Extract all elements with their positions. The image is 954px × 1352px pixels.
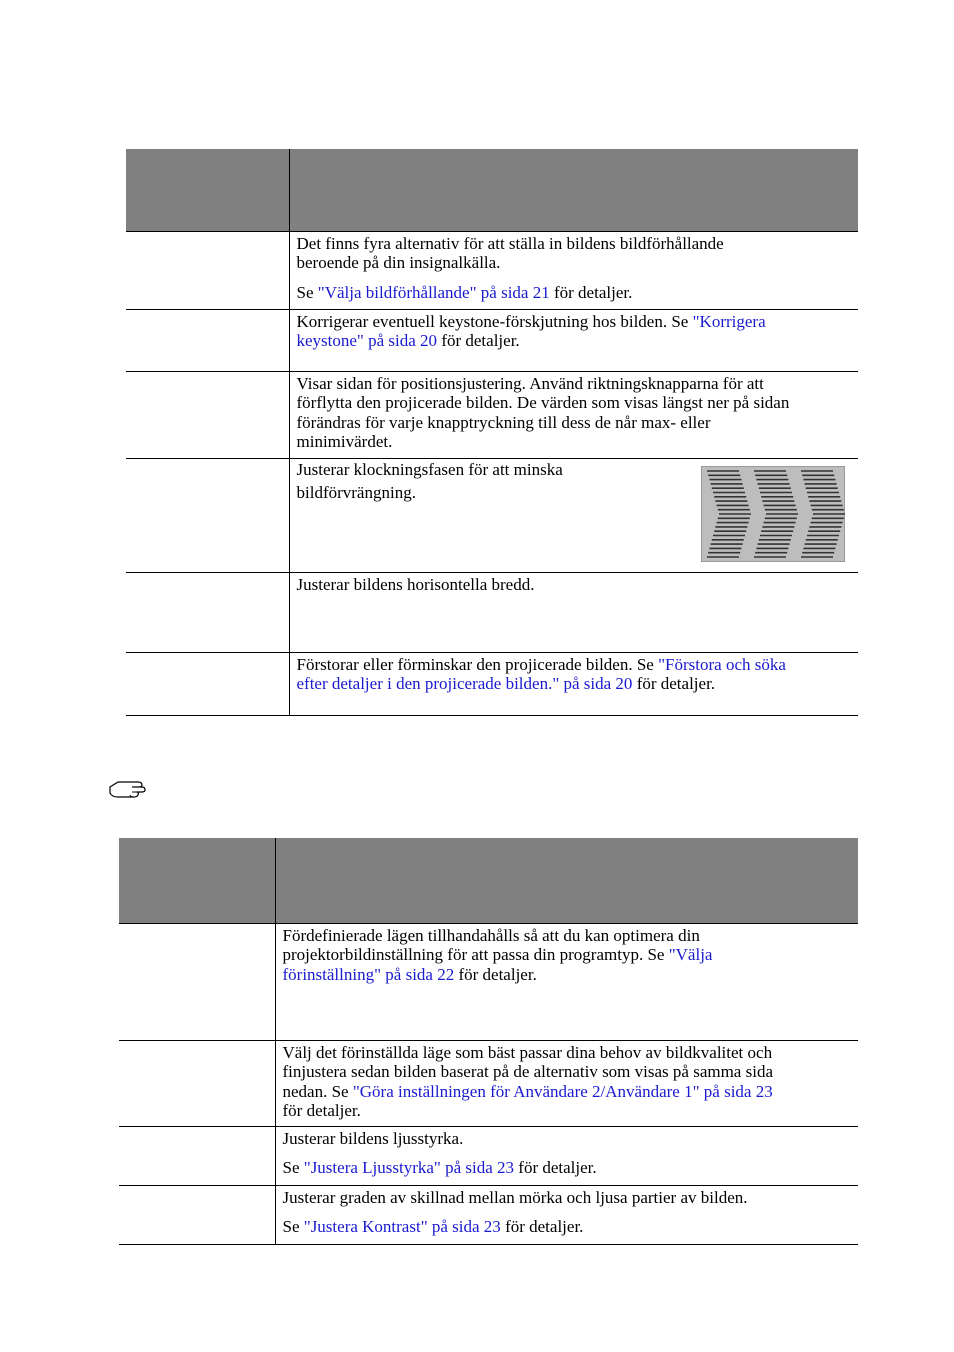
cross-reference-link[interactable]: "Justera Kontrast" på sida 23 bbox=[303, 1217, 501, 1236]
cross-reference-link[interactable]: keystone" på sida 20 bbox=[296, 331, 438, 350]
table-row bbox=[119, 1040, 858, 1126]
row-label-cell bbox=[126, 572, 289, 652]
ref-suffix: för detaljer. bbox=[632, 674, 716, 693]
ref-suffix: för detaljer. bbox=[500, 1217, 584, 1236]
ref-suffix: för detaljer. bbox=[437, 331, 520, 350]
row-label-cell bbox=[126, 231, 289, 309]
row-label-cell bbox=[126, 458, 289, 572]
table-header bbox=[126, 149, 858, 231]
settings-table-2 bbox=[119, 838, 858, 1245]
row-description-cell bbox=[289, 231, 858, 309]
clock-phase-illustration bbox=[701, 466, 845, 562]
description-line: projektorbildinställning för att passa din programtyp. Se bbox=[282, 945, 669, 964]
table-row bbox=[119, 1185, 858, 1244]
description-line: beroende på din insignalkälla. bbox=[296, 253, 501, 272]
description-line: bildförvrängning. bbox=[296, 483, 416, 502]
description-text: Justerar graden av skillnad mellan mörka och ljusa partier av bilden. bbox=[282, 1187, 748, 1207]
row-label-cell bbox=[126, 371, 289, 458]
cross-reference-link[interactable]: "Välja bbox=[668, 945, 713, 964]
cross-reference-link[interactable]: "Välja bildförhållande" på sida 21 bbox=[317, 282, 550, 302]
table-row bbox=[126, 371, 858, 458]
ref-prefix: Se bbox=[296, 282, 318, 302]
ref-suffix: för detaljer. bbox=[454, 964, 537, 984]
table-row bbox=[126, 309, 858, 371]
description-line: Visar sidan för positionsjustering. Använd riktningsknapparna för att bbox=[296, 373, 764, 393]
description-text: Justerar bildens ljusstyrka. bbox=[282, 1128, 464, 1148]
header-col-description bbox=[275, 838, 858, 923]
ref-prefix: Se bbox=[282, 1158, 304, 1177]
row-description-cell bbox=[289, 371, 858, 458]
row-description-cell bbox=[275, 1126, 858, 1185]
settings-table-1 bbox=[126, 149, 858, 716]
cross-reference-link[interactable]: efter detaljer i den projicerade bilden." på sida 20 bbox=[296, 674, 633, 693]
cross-reference-link[interactable]: "Korrigera bbox=[692, 311, 766, 331]
row-description-cell bbox=[275, 1040, 858, 1126]
cross-reference-link[interactable]: "Förstora och söka bbox=[658, 654, 786, 674]
header-col-function bbox=[126, 149, 289, 231]
ref-suffix: för detaljer. bbox=[514, 1158, 597, 1177]
header-col-function bbox=[119, 838, 275, 923]
row-label-cell bbox=[126, 309, 289, 371]
row-description-cell bbox=[275, 1185, 858, 1244]
description-line: nedan. Se bbox=[282, 1081, 353, 1101]
row-label-cell bbox=[126, 652, 289, 715]
row-description-cell bbox=[275, 923, 858, 1040]
description-line: för detaljer. bbox=[282, 1101, 361, 1120]
cross-reference-link[interactable]: "Göra inställningen för Användare 2/Användare 1" på sida 23 bbox=[352, 1081, 773, 1101]
pointing-hand-note-icon bbox=[108, 778, 148, 800]
description-text: Justerar bildens horisontella bredd. bbox=[296, 574, 535, 594]
description-line: finjustera sedan bilden baserat på de alternativ som visas på samma sida bbox=[282, 1062, 773, 1081]
row-label-cell bbox=[119, 923, 275, 1040]
row-description-cell bbox=[289, 572, 858, 652]
description-text: Förstorar eller förminskar den projicerade bilden. Se bbox=[296, 654, 659, 674]
row-label-cell bbox=[119, 1185, 275, 1244]
cross-reference-link[interactable]: "Justera Ljusstyrka" på sida 23 bbox=[303, 1158, 515, 1177]
ref-prefix: Se bbox=[282, 1217, 304, 1236]
description-text: Korrigerar eventuell keystone-förskjutning hos bilden. Se bbox=[296, 311, 693, 331]
row-label-cell bbox=[119, 1040, 275, 1126]
ref-suffix: för detaljer. bbox=[549, 282, 633, 302]
table-row bbox=[119, 923, 858, 1040]
description-line: minimivärdet. bbox=[296, 432, 393, 451]
row-description-cell bbox=[289, 652, 858, 715]
description-line: Det finns fyra alternativ för att ställa in bildens bildförhållande bbox=[296, 233, 724, 253]
table-row bbox=[126, 572, 858, 652]
cross-reference-link[interactable]: förinställning" på sida 22 bbox=[282, 964, 455, 984]
description-line: Justerar klockningsfasen för att minska bbox=[296, 459, 563, 479]
row-label-cell bbox=[119, 1126, 275, 1185]
description-line: förflytta den projicerade bilden. De värden som visas längst ner på sidan bbox=[296, 393, 790, 412]
table-row bbox=[126, 652, 858, 715]
description-line: Välj det förinställda läge som bäst passar dina behov av bildkvalitet och bbox=[282, 1042, 773, 1062]
table-header bbox=[119, 838, 858, 923]
table-row bbox=[126, 231, 858, 309]
row-description-cell bbox=[289, 309, 858, 371]
description-line: förändras för varje knapptryckning till dess de når max- eller bbox=[296, 412, 711, 432]
header-col-description bbox=[289, 149, 858, 231]
table-row bbox=[119, 1126, 858, 1185]
description-line: Fördefinierade lägen tillhandahålls så att du kan optimera din bbox=[282, 925, 700, 945]
